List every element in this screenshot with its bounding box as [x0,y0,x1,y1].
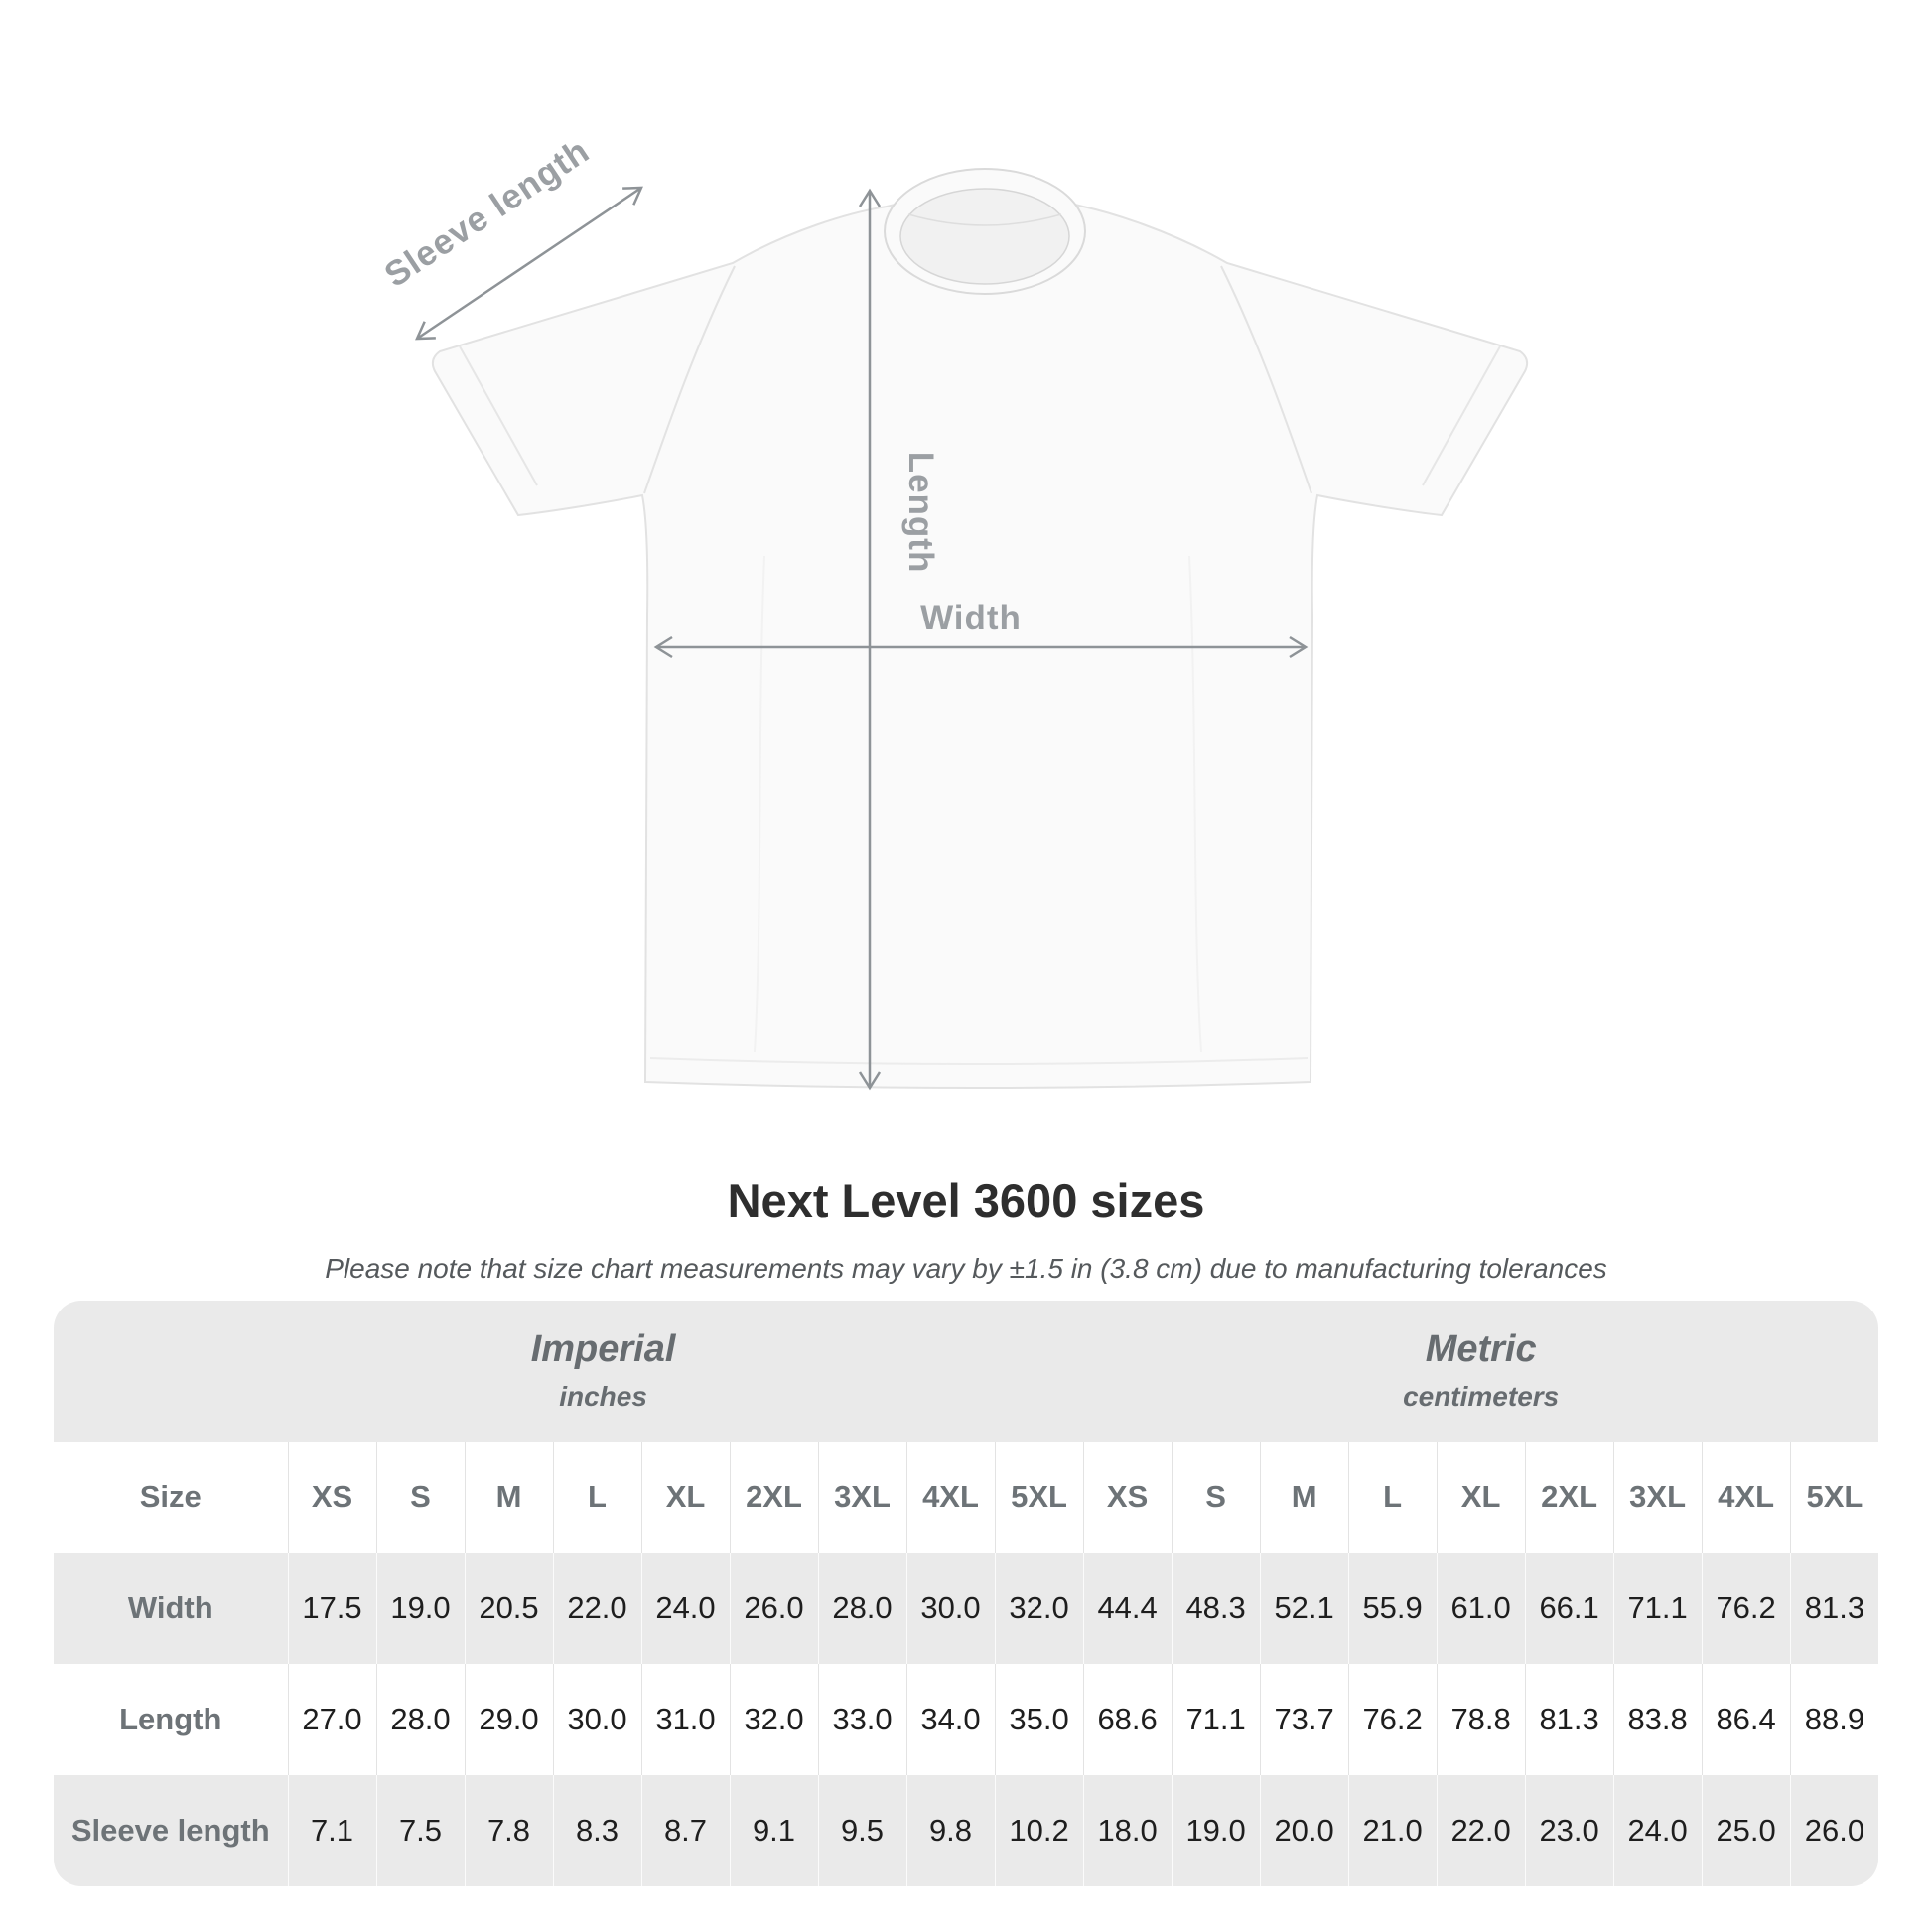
value-cell: 86.4 [1702,1664,1790,1775]
size-col-metric-m: M [1260,1442,1348,1553]
size-col-metric-5xl: 5XL [1790,1442,1878,1553]
row-label-sleeve-length: Sleeve length [70,1813,270,1848]
size-col-metric-xs: XS [1083,1442,1172,1553]
value-cell: 32.0 [995,1553,1083,1664]
value-cell: 9.5 [818,1775,906,1886]
size-col-metric-l: L [1348,1442,1437,1553]
value-cell: 34.0 [906,1664,995,1775]
value-cell: 27.0 [288,1664,376,1775]
unit-group-imperial-unit: inches [559,1380,647,1412]
value-cell: 26.0 [730,1553,818,1664]
length-label: Length [901,451,940,574]
size-col-metric-4xl: 4XL [1702,1442,1790,1553]
value-cell: 9.8 [906,1775,995,1886]
value-cell: 17.5 [288,1553,376,1664]
size-col-imperial-s: S [376,1442,465,1553]
size-col-imperial-xl: XL [641,1442,730,1553]
value-cell: 83.8 [1613,1664,1702,1775]
size-col-imperial-3xl: 3XL [818,1442,906,1553]
value-cell: 88.9 [1790,1664,1878,1775]
value-cell: 23.0 [1525,1775,1613,1886]
value-cell: 76.2 [1348,1664,1437,1775]
size-corner-label: Size [139,1479,202,1514]
table-row-width [54,1553,1878,1664]
value-cell: 7.1 [288,1775,376,1886]
value-cell: 10.2 [995,1775,1083,1886]
table-row-sleeve-length [54,1775,1878,1886]
value-cell: 9.1 [730,1775,818,1886]
value-cell: 19.0 [376,1553,465,1664]
value-cell: 68.6 [1083,1664,1172,1775]
size-col-imperial-2xl: 2XL [730,1442,818,1553]
value-cell: 71.1 [1172,1664,1260,1775]
value-cell: 35.0 [995,1664,1083,1775]
value-cell: 19.0 [1172,1775,1260,1886]
value-cell: 29.0 [465,1664,553,1775]
size-col-imperial-4xl: 4XL [906,1442,995,1553]
value-cell: 22.0 [1437,1775,1525,1886]
value-cell: 26.0 [1790,1775,1878,1886]
value-cell: 20.5 [465,1553,553,1664]
value-cell: 22.0 [553,1553,641,1664]
value-cell: 8.3 [553,1775,641,1886]
row-label-width: Width [127,1590,213,1625]
value-cell: 61.0 [1437,1553,1525,1664]
value-cell: 31.0 [641,1664,730,1775]
unit-group-metric-unit: centimeters [1403,1380,1560,1412]
value-cell: 30.0 [553,1664,641,1775]
unit-group-imperial-name: Imperial [530,1328,676,1371]
row-label-length: Length [119,1702,222,1736]
value-cell: 25.0 [1702,1775,1790,1886]
value-cell: 8.7 [641,1775,730,1886]
value-cell: 76.2 [1702,1553,1790,1664]
value-cell: 21.0 [1348,1775,1437,1886]
value-cell: 33.0 [818,1664,906,1775]
value-cell: 32.0 [730,1664,818,1775]
sleeve-length-label: Sleeve length [377,131,597,295]
table-row-length [54,1664,1878,1775]
size-col-metric-3xl: 3XL [1613,1442,1702,1553]
units-header-row [54,1301,1878,1442]
value-cell: 44.4 [1083,1553,1172,1664]
value-cell: 30.0 [906,1553,995,1664]
width-label: Width [920,599,1022,637]
value-cell: 18.0 [1083,1775,1172,1886]
value-cell: 52.1 [1260,1553,1348,1664]
tshirt-collar-opening [900,189,1069,284]
unit-group-metric [1083,1301,1878,1442]
value-cell: 66.1 [1525,1553,1613,1664]
tolerance-note: Please note that size chart measurements may vary by ±1.5 in (3.8 cm) due to manufacturing tolerances [325,1253,1607,1284]
unit-group-imperial [54,1301,1083,1442]
value-cell: 7.5 [376,1775,465,1886]
size-col-imperial-5xl: 5XL [995,1442,1083,1553]
value-cell: 20.0 [1260,1775,1348,1886]
sizes-header-row [54,1442,1878,1553]
value-cell: 81.3 [1525,1664,1613,1775]
value-cell: 78.8 [1437,1664,1525,1775]
tshirt-body [433,196,1527,1088]
size-col-metric-2xl: 2XL [1525,1442,1613,1553]
value-cell: 28.0 [818,1553,906,1664]
value-cell: 73.7 [1260,1664,1348,1775]
size-col-imperial-l: L [553,1442,641,1553]
value-cell: 55.9 [1348,1553,1437,1664]
value-cell: 24.0 [641,1553,730,1664]
page-title: Next Level 3600 sizes [727,1174,1205,1227]
unit-group-metric-name: Metric [1425,1328,1537,1371]
size-table [54,1301,1878,1886]
value-cell: 7.8 [465,1775,553,1886]
value-cell: 71.1 [1613,1553,1702,1664]
size-col-imperial-xs: XS [288,1442,376,1553]
value-cell: 28.0 [376,1664,465,1775]
value-cell: 81.3 [1790,1553,1878,1664]
size-col-metric-s: S [1172,1442,1260,1553]
size-col-metric-xl: XL [1437,1442,1525,1553]
value-cell: 48.3 [1172,1553,1260,1664]
value-cell: 24.0 [1613,1775,1702,1886]
size-col-imperial-m: M [465,1442,553,1553]
